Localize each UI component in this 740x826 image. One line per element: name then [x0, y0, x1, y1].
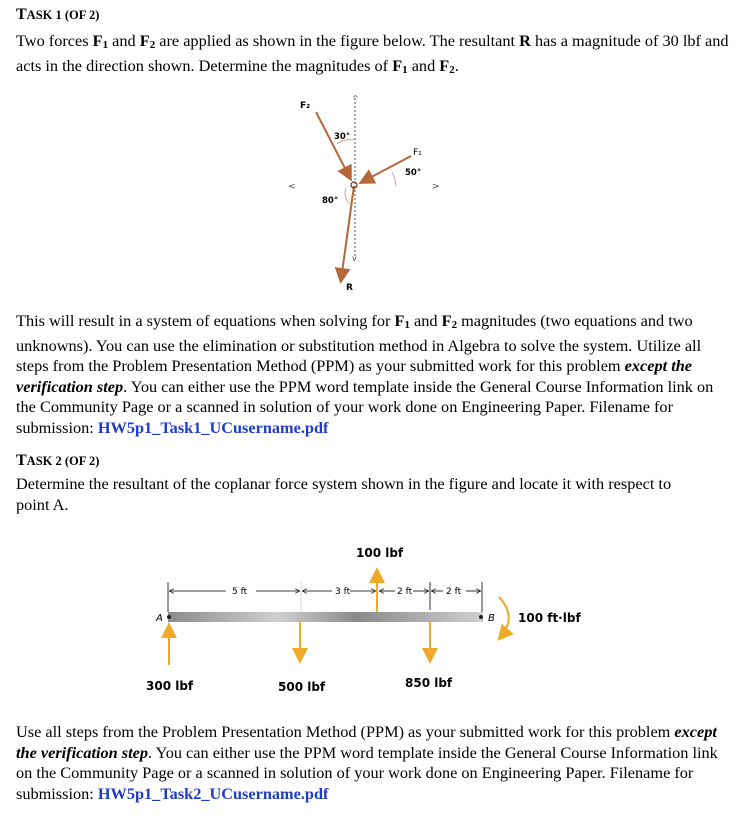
task1-body: This will result in a system of equations when solving for $F_1$ and $F_2$ magnitudes (two equations and two unknowns). You can use the elimination or substitution method in Algebra to solve the system. Utilize all steps from the Problem Presentation Method (PPM) as your submitted work for this problem except the verification step. You can either use the PPM word template inside the General Course Information link on the Community Page or a scanned in solution of your work done on Engineering Paper. Filename for submission: HW5p1_Task1_UCusername.pdf	[16, 311, 714, 437]
task2-intro: Determine the resultant of the coplanar force system shown in the figure and locate it with respect to point A.	[16, 474, 672, 514]
down-arrowhead: v	[352, 254, 357, 263]
dim-2ft-b: 2 ft	[446, 587, 462, 597]
label-r: R	[346, 283, 353, 293]
left-arrowhead: <	[288, 182, 296, 192]
label-100lbf: 100 lbf	[356, 546, 404, 560]
point-b: B	[488, 613, 495, 624]
moment-arrow	[499, 597, 509, 638]
label-50deg: 50°	[405, 168, 422, 178]
task1-filename: HW5p1_Task1_UCusername.pdf	[97, 417, 329, 437]
beam-diagram	[146, 546, 581, 694]
force-diagram-1	[288, 94, 440, 293]
dim-5ft: 5 ft	[232, 587, 248, 597]
task2-heading: TASK 2 (OF 2)	[16, 452, 100, 469]
task1-intro: Two forces $F_1$ and $F_2$ are applied as shown in the figure below. The resultant R has a magnitude of 30 lbf and acts in the direction shown. Determine the magnitudes of $F_1$ and $F_2$.	[16, 31, 729, 76]
dim-3ft: 3 ft	[335, 587, 351, 597]
label-80deg: 80°	[322, 196, 339, 206]
force-f1-arrow	[362, 156, 411, 182]
up-arrowhead: ^	[352, 94, 359, 103]
label-500lbf: 500 lbf	[278, 680, 326, 694]
label-f1: F₁	[413, 148, 422, 158]
beam	[168, 612, 483, 622]
dim-2ft-a: 2 ft	[397, 587, 413, 597]
label-300lbf: 300 lbf	[146, 679, 194, 693]
right-arrowhead: >	[432, 182, 440, 192]
force-f2-arrow	[316, 112, 350, 178]
label-30deg: 30°	[334, 132, 351, 142]
task1-heading: TASK 1 (OF 2)	[16, 6, 100, 23]
label-moment: 100 ft·lbf	[518, 611, 581, 625]
label-850lbf: 850 lbf	[405, 676, 453, 690]
task2-filename: HW5p1_Task2_UCusername.pdf	[97, 783, 329, 803]
label-f2: F₂	[300, 101, 311, 111]
point-a: A	[156, 613, 163, 624]
resultant-r-arrow	[341, 186, 354, 280]
task2-body: Use all steps from the Problem Presentation Method (PPM) as your submitted work for this problem except the verification step. You can either use the PPM word template inside the General Course Information link on the Community Page or a scanned in solution of your work done on Engineering Paper. Filename for submission: HW5p1_Task2_UCusername.pdf	[16, 722, 718, 803]
